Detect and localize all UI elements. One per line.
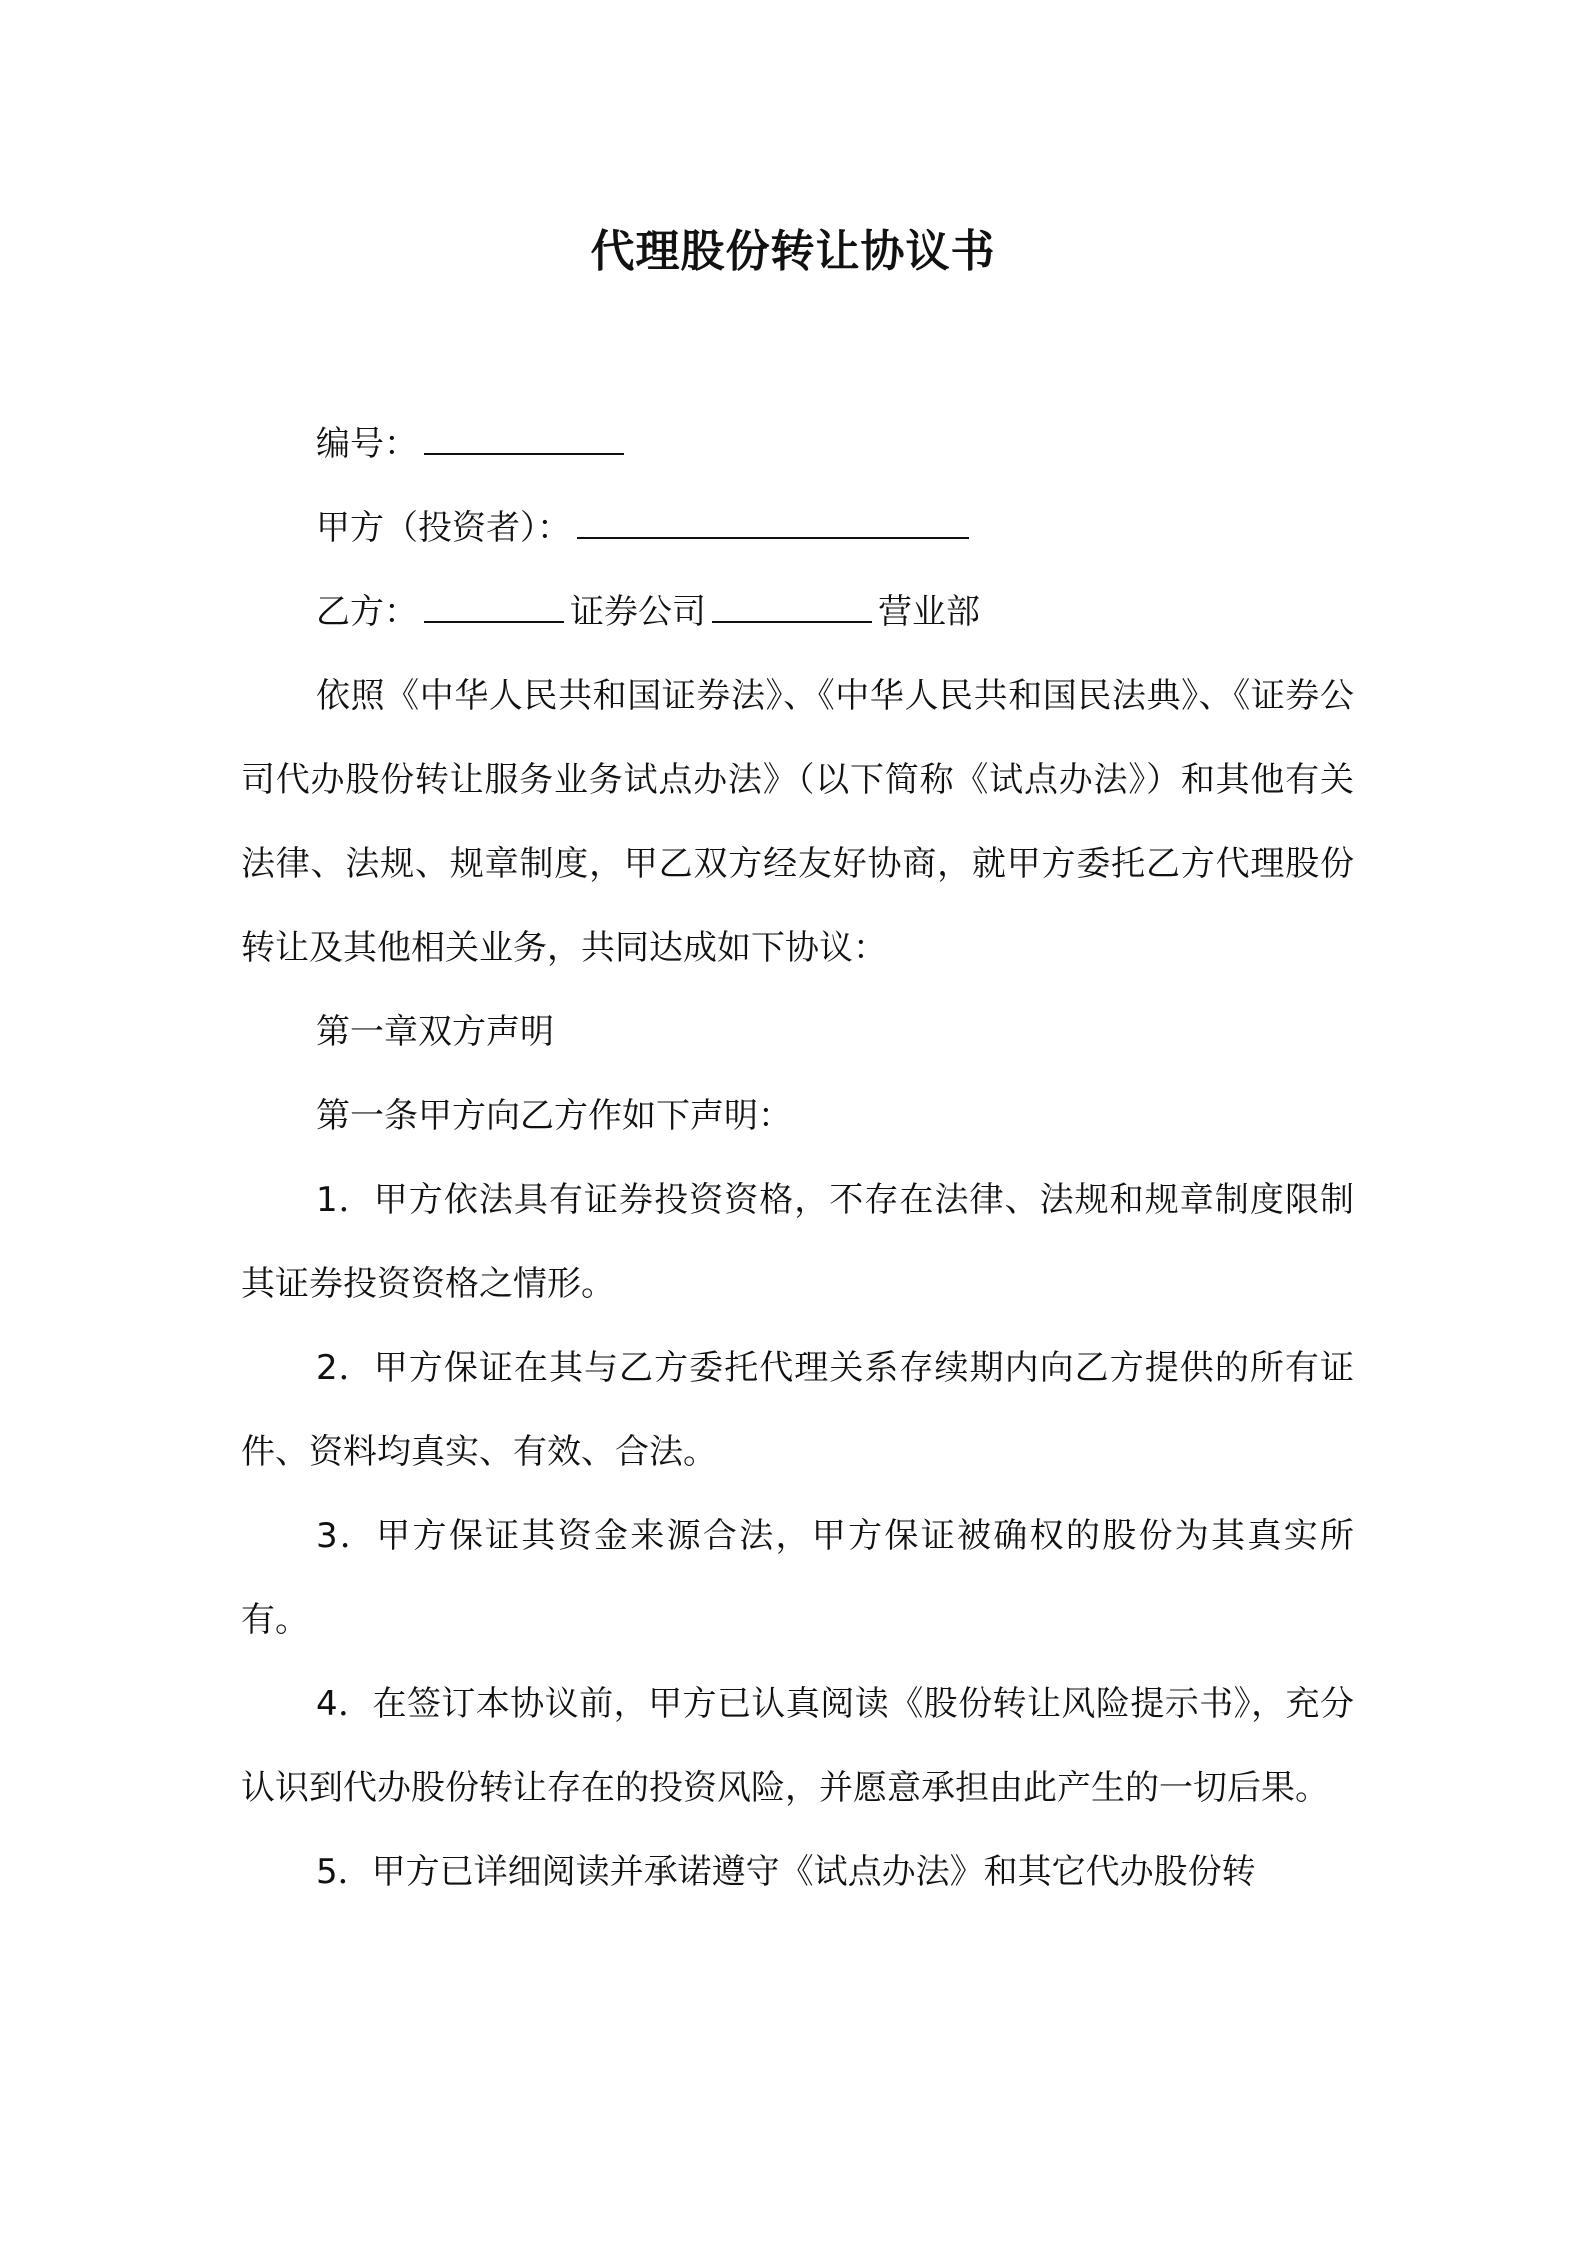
number-blank	[424, 423, 624, 455]
party-b-label: 乙方：	[316, 592, 418, 632]
document-body	[241, 402, 1354, 1914]
clause-item-1: 1．甲方依法具有证券投资资格，不存在法律、法规和规章制度限制其证券投资资格之情形。	[241, 1180, 1354, 1304]
clause-item-2: 2．甲方保证在其与乙方委托代理关系存续期内向乙方提供的所有证件、资料均真实、有效、合法。	[241, 1348, 1354, 1472]
clause-item-4: 4．在签订本协议前，甲方已认真阅读《股份转让风险提示书》，充分认识到代办股份转让存在的投资风险，并愿意承担由此产生的一切后果。	[241, 1684, 1354, 1808]
party-b-blank-2	[712, 591, 872, 623]
article-heading: 第一条甲方向乙方作如下声明：	[316, 1096, 792, 1136]
clause-item-5: 5．甲方已详细阅读并承诺遵守《试点办法》和其它代办股份转	[316, 1852, 1256, 1892]
document-title: 代理股份转让协议书	[590, 226, 996, 277]
chapter-heading: 第一章双方声明	[316, 1012, 554, 1052]
preamble-paragraph: 依照《中华人民共和国证券法》、《中华人民共和国民法典》、《证券公司代办股份转让服务业务试点办法》（以下简称《试点办法》）和其他有关法律、法规、规章制度，甲乙双方经友好协商，就甲方委托乙方代理股份转让及其他相关业务，共同达成如下协议：	[241, 676, 1354, 968]
number-field-line	[241, 402, 1354, 486]
party-a-field-line	[241, 486, 1354, 570]
party-b-field-line	[241, 570, 1354, 654]
number-label: 编号：	[316, 424, 418, 464]
party-a-label: 甲方（投资者）：	[316, 508, 571, 548]
clause-item-3: 3．甲方保证其资金来源合法，甲方保证被确权的股份为其真实所有。	[241, 1516, 1354, 1640]
party-b-company: 证券公司	[570, 592, 706, 632]
party-b-branch: 营业部	[878, 592, 980, 632]
party-b-blank-1	[424, 591, 564, 623]
party-a-blank	[577, 507, 969, 539]
